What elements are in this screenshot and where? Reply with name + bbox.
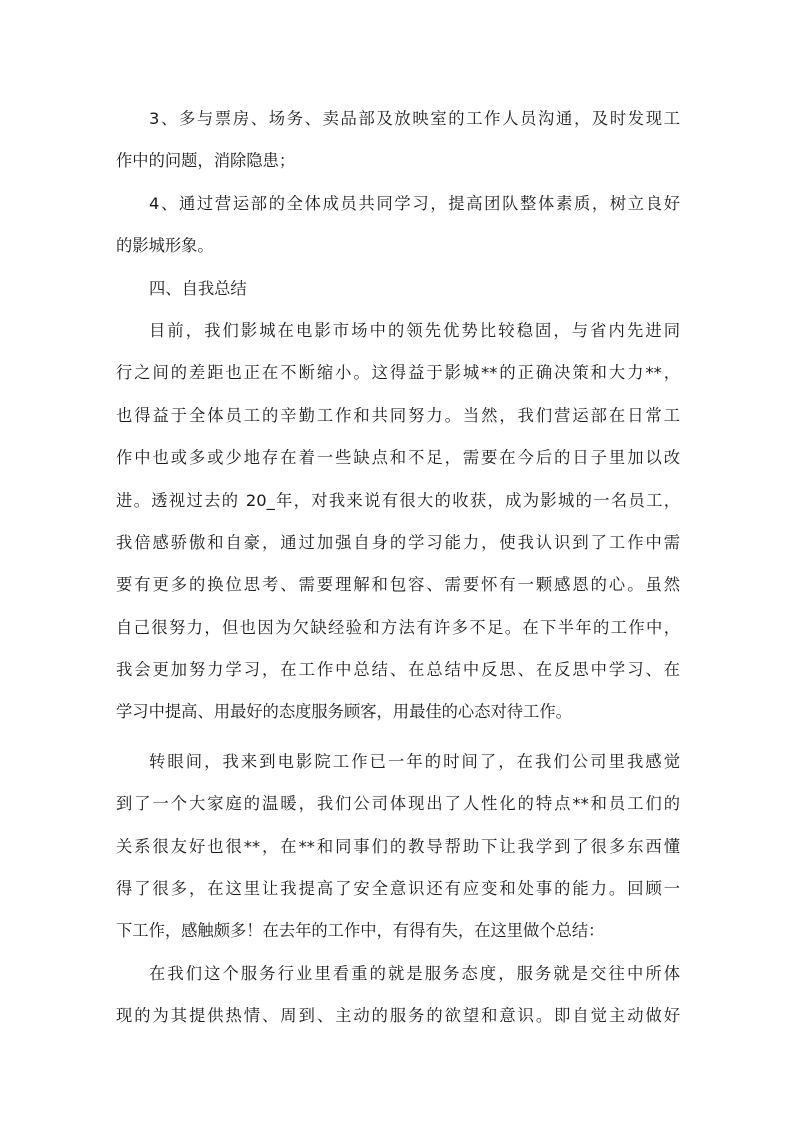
year-review-line-5: 下工作，感触颇多！在去年的工作中，有得有失，在这里做个总结： xyxy=(116,921,605,941)
service-attitude-line-2: 现的为其提供热情、周到、主动的服务的欲望和意识。即自觉主动做好 xyxy=(116,1006,680,1026)
summary-line-9: 我会更加努力学习，在工作中总结、在总结中反思、在反思中学习、在 xyxy=(116,660,680,680)
summary-line-3: 也得益于全体员工的辛勤工作和共同努力。当然，我们营运部在日常工 xyxy=(116,405,680,425)
item-4-line-1: 4、通过营运部的全体成员共同学习，提高团队整体素质，树立良好 xyxy=(149,193,680,213)
year-review-line-1: 转眼间，我来到电影院工作已一年的时间了，在我们公司里我感觉 xyxy=(149,751,680,771)
year-review-line-3: 关系很友好也很**，在**和同事们的教导帮助下让我学到了很多东西懂 xyxy=(116,836,680,856)
item-4-line-2: 的影城形象。 xyxy=(116,236,214,256)
summary-line-10: 学习中提高、用最好的态度服务顾客，用最佳的心态对待工作。 xyxy=(116,702,572,722)
summary-line-1: 目前，我们影城在电影市场中的领先优势比较稳固，与省内先进同 xyxy=(149,320,680,340)
paragraph-gap xyxy=(116,737,680,744)
summary-line-2: 行之间的差距也正在不断缩小。这得益于影城**的正确决策和大力**， xyxy=(116,363,680,383)
summary-line-5: 进。透视过去的 20_年，对我来说有很大的收获，成为影城的一名员工， xyxy=(116,490,680,510)
item-3-line-2: 作中的问题，消除隐患； xyxy=(116,151,296,171)
document-page xyxy=(116,101,680,1041)
summary-line-4: 作中也或多或少地存在着一些缺点和不足，需要在今后的日子里加以改 xyxy=(116,448,680,468)
service-attitude-line-1: 在我们这个服务行业里看重的就是服务态度，服务就是交往中所体 xyxy=(149,963,680,983)
summary-line-6: 我倍感骄傲和自豪，通过加强自身的学习能力，使我认识到了工作中需 xyxy=(116,532,680,552)
item-3-line-1: 3、多与票房、场务、卖品部及放映室的工作人员沟通，及时发现工 xyxy=(149,109,680,128)
summary-line-7: 要有更多的换位思考、需要理解和包容、需要怀有一颗感恩的心。虽然 xyxy=(116,575,680,595)
year-review-line-4: 得了很多，在这里让我提高了安全意识还有应变和处事的能力。回顾一 xyxy=(116,879,680,899)
year-review-line-2: 到了一个大家庭的温暖，我们公司体现出了人性化的特点**和员工们的 xyxy=(116,794,680,814)
section-heading: 四、自我总结 xyxy=(149,278,247,298)
summary-line-8: 自己很努力，但也因为欠缺经验和方法有许多不足。在下半年的工作中， xyxy=(116,617,680,637)
